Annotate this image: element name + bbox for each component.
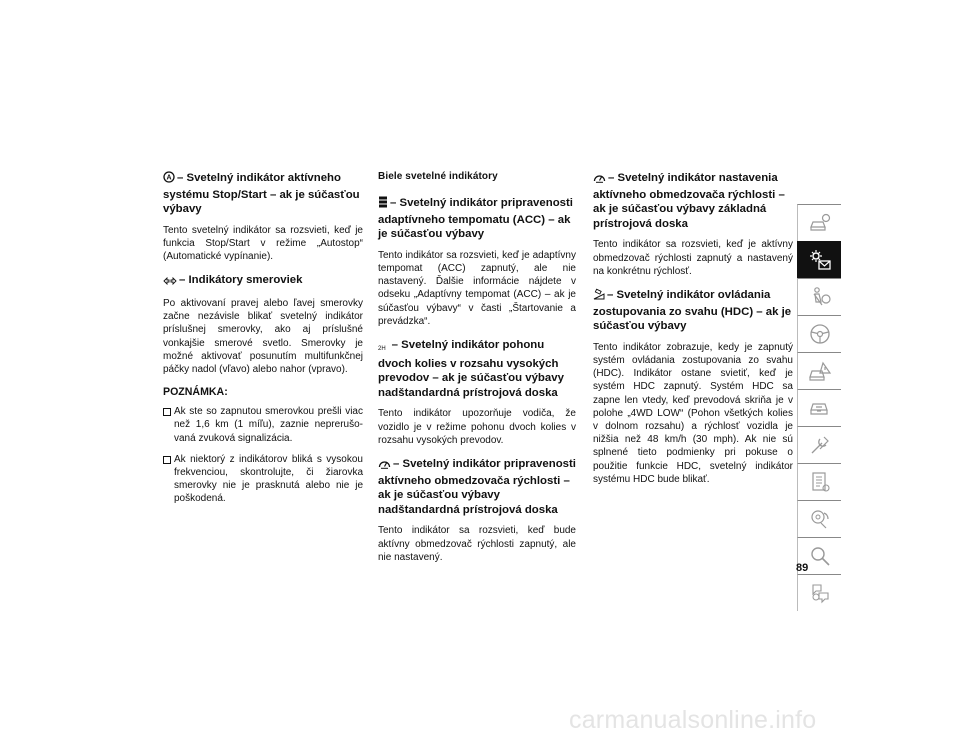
speed-limiter-icon (378, 458, 391, 474)
heading-stop-start (163, 171, 363, 217)
speed-limiter-set-icon (593, 172, 606, 188)
svg-text:A: A (166, 174, 172, 182)
bullet-square-icon (163, 456, 171, 464)
steering-wheel-icon (808, 322, 832, 346)
section-title-white-lights: Biele svetelné indikátory (378, 171, 498, 182)
tab-car-info[interactable] (797, 204, 841, 241)
heading-acc-ready (378, 196, 576, 242)
turn-signal-arrows-icon (163, 275, 177, 290)
tab-steering[interactable] (797, 315, 841, 352)
maintenance-tools-icon (808, 433, 832, 457)
tab-language[interactable] (797, 574, 841, 611)
heading-2wd-high (378, 338, 576, 400)
watermark: carmanualsonline.info (569, 706, 817, 734)
para-speed-limiter-set: Tento indikátor sa rozsvieti, keď je aktívny obmedzovač rýchlosti zapnutý a nastavený na konkrétnu rýchlosť. (593, 239, 793, 277)
two-wheel-drive-high-icon: 2H (378, 346, 386, 352)
para-turn-signals: Po aktivovaní pravej alebo ľavej smerovky začne nezávisle blikať svetelný indikátor príslušnej smerovky, ako aj príslušné vonkajšie smerové svetlo. Smerovky je možné aktivovať posunutím multifunkčnej páčky nadol (vľavo) alebo nahor (vpravo). (163, 297, 363, 375)
para-speed-limiter-ready: Tento indikátor sa rozsvieti, keď bude aktívny obmedzovač rýchlosti zapnutý, ale nie nastavený. (378, 525, 576, 563)
heading-speed-limiter-ready (378, 457, 576, 517)
column-left (163, 171, 363, 514)
dashboard-lights-icon (808, 248, 832, 272)
heading-speed-limiter-ready-text: – Svetelný indikátor pripravenosti aktívneho obmedzovača rýchlosti – ak je súčasťou výbavy nadštandardná prístrojová doska (378, 457, 576, 516)
stop-start-icon (163, 171, 175, 188)
para-2wd-high: Tento indikátor upozorňuje vodiča, že vozidlo je v režime pohonu dvoch kolies v rozsahu vysokých prevodov. (378, 408, 576, 446)
tab-safety[interactable] (797, 278, 841, 315)
tab-car-service[interactable] (797, 389, 841, 426)
language-icon (808, 581, 832, 605)
tab-maintenance[interactable] (797, 426, 841, 463)
heading-acc-ready-text: – Svetelný indikátor pripravenosti adaptívneho tempomatu (ACC) – ak je súčasťou výbavy (378, 197, 573, 241)
specifications-icon (808, 470, 832, 494)
note-bullet-text: Ak niektorý z indikátorov bliká s vysokou frekvenciou, skontrolujte, či žiarovka smerovky nie je prasknutá alebo nie je poškodená. (174, 453, 363, 505)
crash-icon (808, 359, 832, 383)
tab-specifications[interactable] (797, 463, 841, 500)
tab-multimedia[interactable] (797, 500, 841, 537)
hill-descent-control-icon (593, 288, 605, 305)
heading-speed-limiter-set (593, 171, 793, 231)
note-bullet-text: Ak ste so zapnutou smerovkou prešli viac než 1,6 km (1 míľu), zaznie neprerušovaná zvuková signalizácia. (174, 406, 363, 444)
note-bullet (163, 405, 363, 445)
note-bullet (163, 453, 363, 506)
bullet-square-icon (163, 408, 171, 416)
heading-2wd-high-text: – Svetelný indikátor pohonu dvoch kolies v rozsahu vysokých prevodov – ak je súčasťou výbavy nadštandardná prístrojová doska (378, 339, 564, 399)
para-hdc: Tento indikátor zobrazuje, kedy je zapnutý systém ovládania zostupovania zo svahu (HDC). Indikátor ostane svietiť, keď je systém HDC zapnutý. Systém HDC sa zapne len vtedy, keď prevodová skriňa je v polohe „4WD LOW“ (Pohon všetkých kolies v dolnom rozsahu) a rýchlosť vozidla je nižšia než 48 km/h (30 mph). Ak nie sú splnené tieto podmienky pri pokuse o použitie funkcie HDC, svetelný indikátor systému HDC bude blikať. (593, 341, 793, 485)
car-info-icon (808, 211, 832, 235)
note-title: POZNÁMKA: (163, 386, 228, 399)
chapter-tabs (797, 204, 841, 611)
para-acc-ready: Tento indikátor sa rozsvieti, keď je adaptívny tempomat (ACC) zapnutý, ale nie nastavený. Ďalšie informácie nájdete v odseku „Adaptívny tempomat (ACC) – ak je súčasťou výbavy“ v časti „Štartovanie a prevádzka“. (378, 249, 576, 327)
tab-emergency[interactable] (797, 352, 841, 389)
heading-turn-signals (163, 273, 363, 290)
heading-turn-signals-text: – Indikátory smeroviek (179, 274, 303, 287)
page-number: 89 (796, 562, 809, 574)
car-service-icon (808, 396, 832, 420)
search-index-icon (808, 544, 832, 568)
heading-speed-limiter-set-text: – Svetelný indikátor nastavenia aktívneho obmedzovača rýchlosti – ak je súčasťou výbavy základná prístrojová doska (593, 172, 785, 230)
heading-hdc-text: – Svetelný indikátor ovládania zostupovania zo svahu (HDC) – ak je súčasťou výbavy (593, 288, 792, 333)
multimedia-icon (808, 507, 832, 531)
heading-hdc (593, 288, 793, 334)
column-right (593, 171, 793, 496)
acc-ready-icon (378, 196, 388, 213)
heading-stop-start-text: – Svetelný indikátor aktívneho systému Stop/Start – ak je súčasťou výbavy (163, 172, 360, 216)
tab-dashboard-lights[interactable] (797, 241, 841, 278)
para-stop-start: Tento svetelný indikátor sa rozsvieti, keď je funkcia Stop/Start v režime „Autostop“ (Automatické vypínanie). (163, 224, 363, 263)
column-middle (378, 171, 576, 574)
safety-icon (808, 285, 832, 309)
